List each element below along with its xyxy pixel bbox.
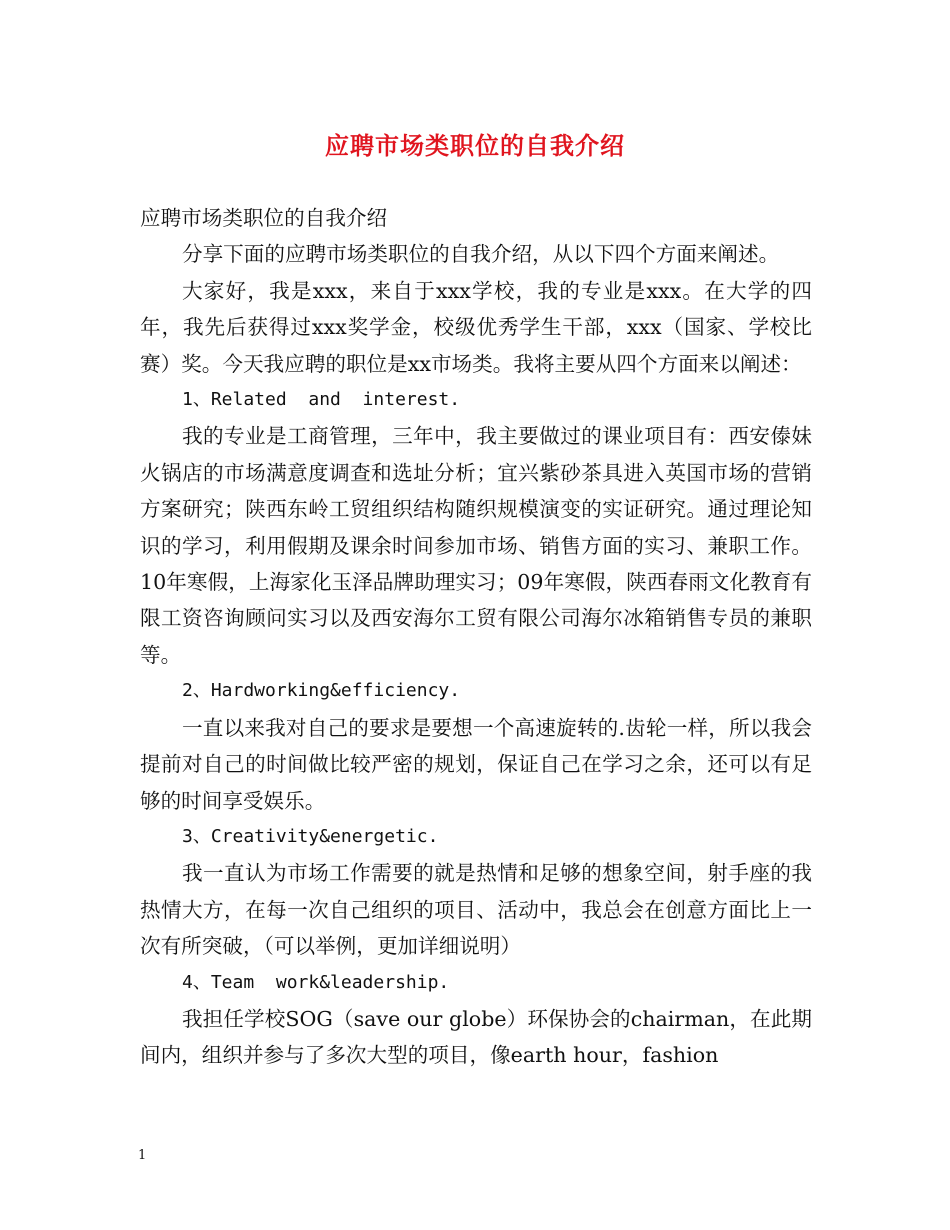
paragraph-section-3: 我一直认为市场工作需要的就是热情和足够的想象空间，射手座的我热情大方，在每一次自己组织的项目、活动中，我总会在创意方面比上一次有所突破，（可以举例，更加详细说明） [140,861,812,959]
paragraph-section-4: 我担任学校SOG（save our globe）环保协会的chairman，在此期间内，组织并参与了多次大型的项目，像earth hour，fashion [140,1006,812,1068]
page-number: 1 [138,1148,147,1163]
section-heading-4: 4、Team work&leadership. [182,971,450,993]
paragraph-section-2: 一直以来我对自己的要求是要想一个高速旋转的.齿轮一样，所以我会提前对自己的时间做比较严密的规划，保证自己在学习之余，还可以有足够的时间享受娱乐。 [140,715,812,813]
paragraph-section-1: 我的专业是工商管理，三年中，我主要做过的课业项目有：西安傣妹火锅店的市场满意度调查和选址分析；宜兴紫砂茶具进入英国市场的营销方案研究；陕西东岭工贸组织结构随织规模演变的实证研究。通过理论知识的学习，利用假期及课余时间参加市场、销售方面的实习、兼职工作。10年寒假，上海家化玉泽品牌助理实习；09年寒假，陕西春雨文化教育有限工资咨询顾问实习以及西安海尔工贸有限公司海尔冰箱销售专员的兼职等。 [140,424,812,667]
section-heading-2: 2、Hardworking&efficiency. [182,680,461,702]
section-heading-3: 3、Creativity&energetic. [182,825,439,847]
section-heading-1: 1、Related and interest. [182,389,461,411]
document-title: 应聘市场类职位的自我介绍 [325,131,625,160]
paragraph-subtitle: 应聘市场类职位的自我介绍 [140,206,388,230]
paragraph-greeting: 大家好，我是xxx，来自于xxx学校，我的专业是xxx。在大学的四年，我先后获得过xxx奖学金，校级优秀学生干部，xxx（国家、学校比赛）奖。今天我应聘的职位是xx市场类。我将主要从四个方面来以阐述： [140,278,812,376]
document-body [140,200,812,1074]
paragraph-intro: 分享下面的应聘市场类职位的自我介绍，从以下四个方面来阐述。 [182,242,780,267]
